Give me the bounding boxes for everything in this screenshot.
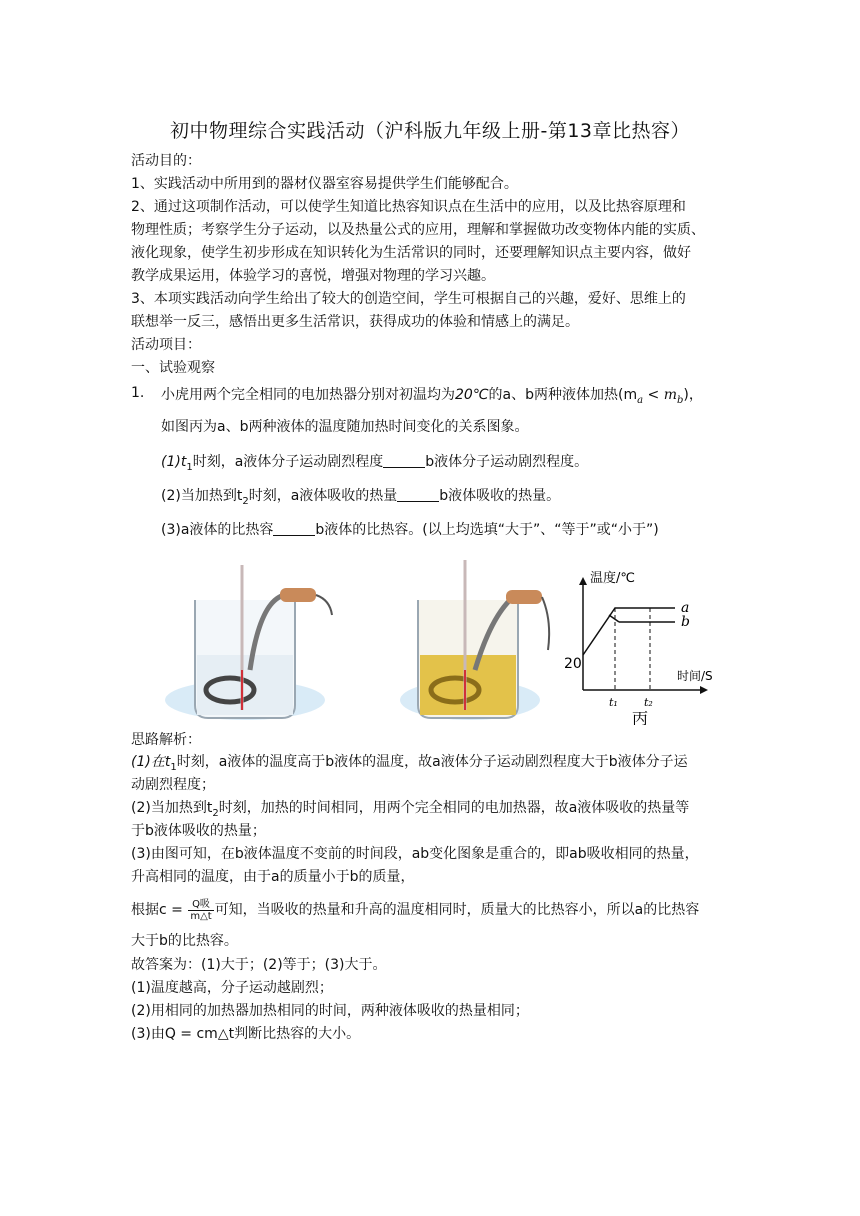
purpose-line: 联想举一反三，感悟出更多生活常识，获得成功的体验和情感上的满足。 <box>131 314 579 330</box>
sub-question-2: (2)当加热到$t_2$时刻，a液体吸收的热量 b液体吸收的热量。 <box>161 488 561 507</box>
answer-blank[interactable] <box>273 521 315 536</box>
x-axis-label: 时间/S <box>677 669 713 683</box>
sub-question-1: $(1)t_1$时刻，a液体分子运动剧烈程度 b液体分子运动剧烈程度。 <box>161 454 589 473</box>
analysis-line: 升高相同的温度，由于a的质量小于b的质量， <box>131 869 415 885</box>
figure-caption: 丙 <box>632 709 649 725</box>
analysis-line: 于b液体吸收的热量； <box>131 823 266 839</box>
t1-tick-label: t₁ <box>609 696 618 709</box>
purpose-line: 教学成果运用，体验学习的喜悦，增强对物理的学习兴趣。 <box>131 268 495 284</box>
analysis-line: (3)由图可知，在b液体温度不变前的时间段，ab变化图象是重合的，即ab吸收相同的热量， <box>131 846 699 862</box>
analysis-heading: 思路解析： <box>131 732 201 748</box>
series-b-label: b <box>681 614 690 630</box>
note-line: (1)温度越高，分子运动越剧烈； <box>131 980 333 996</box>
note-line: (2)用相同的加热器加热相同的时间，两种液体吸收的热量相同； <box>131 1003 529 1019</box>
analysis-formula-line: 根据c = $\frac{\text{Q吸}}{m\triangle t}$ 可知，当吸收的热量和升高的温度相同时，质量大的比热容小，所以a的比热容 <box>131 898 700 922</box>
purpose-line: 3、本项实践活动向学生给出了较大的创造空间，学生可根据自己的兴趣，爱好、思维上的 <box>131 291 686 307</box>
beaker-water-image <box>165 565 332 720</box>
series-a-label: a <box>681 600 690 616</box>
analysis-line: 动剧烈程度； <box>131 777 215 793</box>
temperature-time-graph <box>564 570 713 725</box>
series-a-line <box>583 608 675 655</box>
beaker-oil-image <box>400 560 549 720</box>
y-axis-label: 温度/℃ <box>590 571 635 586</box>
experiment-figure <box>160 560 720 729</box>
project-heading: 活动项目： <box>131 337 201 353</box>
page-title: 初中物理综合实践活动（沪科版九年级上册-第13章比热容） <box>169 120 691 142</box>
formula-fraction: $\frac{\text{Q吸}}{m\triangle t}$ <box>190 898 212 922</box>
question-stem: 小虎用两个完全相同的电加热器分别对初温均为20℃的a、b两种液体加热$(m_a < m_b)$， <box>161 387 703 406</box>
section-heading: 一、试验观察 <box>131 360 215 376</box>
answer-line: 故答案为：(1)大于；(2)等于；(3)大于。 <box>131 957 387 973</box>
analysis-line: (1)在$t_1$时刻，a液体的温度高于b液体的温度，故a液体分子运动剧烈程度大于b液体分子运 <box>131 754 688 773</box>
purpose-line: 物理性质；考察学生分子运动，以及热量公式的应用，理解和掌握做功改变物体内能的实质、 <box>131 222 705 238</box>
purpose-line: 2、通过这项制作活动，可以使学生知道比热容知识点在生活中的应用，以及比热容原理和 <box>131 199 686 215</box>
y-start-label: 20 <box>564 656 582 672</box>
purpose-line: 1、实践活动中所用到的器材仪器室容易提供学生们能够配合。 <box>131 176 518 192</box>
answer-blank[interactable] <box>397 487 439 502</box>
question-stem-2: 如图丙为a、b两种液体的温度随加热时间变化的关系图象。 <box>161 419 529 435</box>
purpose-line: 液化现象，使学生初步形成在知识转化为生活常识的同时，还要理解知识点主要内容，做好 <box>131 245 691 261</box>
figure-svg <box>160 560 720 725</box>
sub-question-3: (3)a液体的比热容 b液体的比热容。(以上均选填“大于”、“等于”或“小于”) <box>161 522 659 538</box>
t2-tick-label: t₂ <box>644 696 653 709</box>
purpose-heading: 活动目的： <box>131 153 201 169</box>
analysis-line: 大于b的比热容。 <box>131 933 238 949</box>
analysis-line: (2)当加热到$t_2$时刻，加热的时间相同，用两个完全相同的电加热器，故a液体吸收的热量等 <box>131 800 690 819</box>
answer-blank[interactable] <box>383 453 425 468</box>
question-number: 1. <box>131 385 145 401</box>
note-line: (3)由Q = cm△t判断比热容的大小。 <box>131 1026 361 1042</box>
